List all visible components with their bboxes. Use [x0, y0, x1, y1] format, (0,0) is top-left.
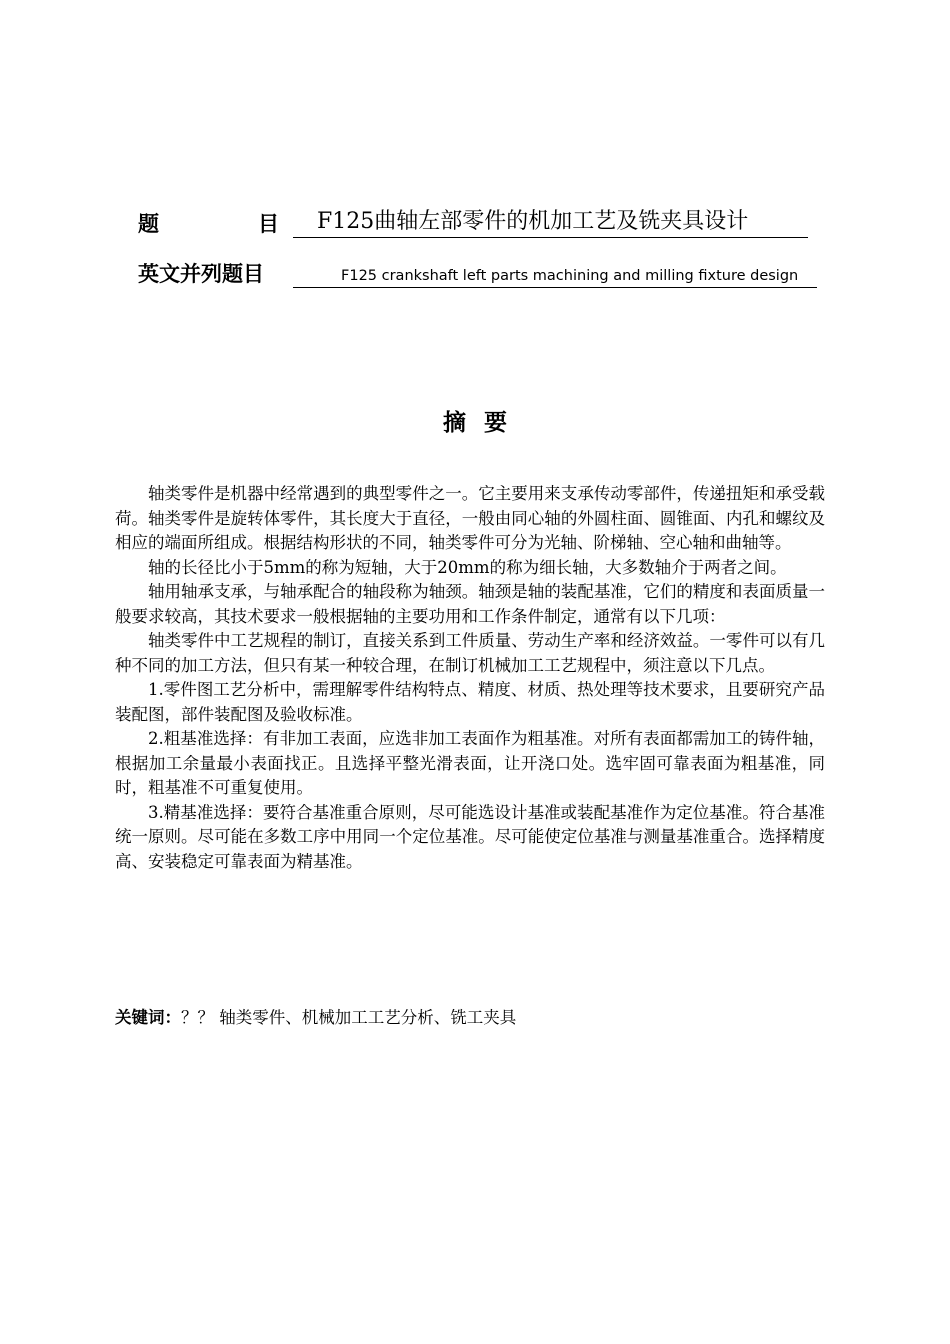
- keywords-label: 关键词：: [115, 1008, 181, 1027]
- chinese-title-row: [138, 207, 808, 238]
- abstract-paragraph-5: 1.零件图工艺分析中，需理解零件结构特点、精度、材质、热处理等技术要求，且要研究产品装配图，部件装配图及验收标准。: [115, 680, 825, 724]
- keywords-line: [115, 1006, 825, 1030]
- chinese-title: F125曲轴左部零件的机加工艺及铣夹具设计: [293, 207, 808, 238]
- abstract-body: [115, 482, 825, 874]
- english-title-label: 英文并列题目: [138, 262, 264, 286]
- english-title: F125 crankshaft left parts machining and milling fixture design: [293, 265, 817, 288]
- keywords-placeholder-marks: ？？: [181, 1008, 214, 1027]
- abstract-paragraph-7: 3.精基准选择：要符合基准重合原则，尽可能选设计基准或装配基准作为定位基准。符合基准统一原则。尽可能在多数工序中用同一个定位基准。尽可能使定位基准与测量基准重合。选择精度高、安装稳定可靠表面为精基准。: [115, 802, 825, 871]
- abstract-heading: 摘要: [443, 410, 525, 436]
- abstract-paragraph-2: 轴的长径比小于5mm的称为短轴，大于20mm的称为细长轴，大多数轴介于两者之间。: [148, 557, 787, 577]
- abstract-paragraph-1: 轴类零件是机器中经常遇到的典型零件之一。它主要用来支承传动零部件，传递扭矩和承受载荷。轴类零件是旋转体零件，其长度大于直径，一般由同心轴的外圆柱面、圆锥面、内孔和螺纹及相应的端面所组成。根据结构形状的不同，轴类零件可分为光轴、阶梯轴、空心轴和曲轴等。: [115, 484, 825, 552]
- abstract-paragraph-4: 轴类零件中工艺规程的制订，直接关系到工件质量、劳动生产率和经济效益。一零件可以有几种不同的加工方法，但只有某一种较合理，在制订机械加工工艺规程中，须注意以下几点。: [115, 631, 825, 675]
- chinese-title-label-ti: 题: [138, 212, 159, 236]
- keywords-value: 轴类零件、机械加工工艺分析、铣工夹具: [219, 1008, 517, 1027]
- abstract-paragraph-3: 轴用轴承支承，与轴承配合的轴段称为轴颈。轴颈是轴的装配基准，它们的精度和表面质量一般要求较高，其技术要求一般根据轴的主要功用和工作条件制定，通常有以下几项：: [115, 582, 825, 626]
- abstract-paragraph-6: 2.粗基准选择：有非加工表面，应选非加工表面作为粗基准。对所有表面都需加工的铸件轴，根据加工余量最小表面找正。且选择平整光滑表面，让开浇口处。选牢固可靠表面为粗基准，同时，粗基准不可重复使用。: [115, 729, 825, 797]
- chinese-title-label-mu: 目: [258, 212, 279, 236]
- english-title-row: [138, 260, 817, 288]
